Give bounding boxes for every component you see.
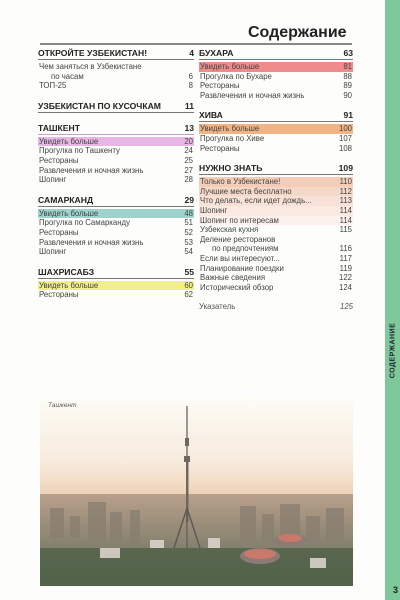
entry-page: 60 — [184, 280, 193, 290]
entry-page: 20 — [184, 136, 193, 146]
section-title: ШАХРИСАБЗ — [38, 266, 95, 277]
toc-entry — [38, 209, 194, 219]
section-heading — [38, 48, 194, 60]
title-divider — [40, 43, 352, 45]
toc-entry — [38, 146, 194, 156]
entry-label: Только в Узбекистане! — [200, 177, 281, 187]
section-page: 91 — [343, 110, 353, 121]
entry-label: ТОП-25 — [39, 81, 67, 91]
toc-left-column — [38, 48, 194, 310]
toc-entry — [199, 134, 353, 144]
entry-page: 52 — [184, 227, 193, 237]
toc-entry — [199, 124, 353, 134]
section-heading — [199, 163, 353, 175]
toc-section — [199, 110, 353, 153]
toc-section — [199, 163, 353, 292]
page-title: Содержание — [248, 24, 347, 41]
tashkent-tv-tower-photo — [40, 398, 353, 586]
toc-entry — [38, 238, 194, 248]
entry-page: 114 — [339, 205, 352, 215]
entry-page: 117 — [339, 253, 352, 263]
entry-page: 122 — [338, 273, 352, 283]
section-heading — [38, 123, 194, 135]
index-page: 125 — [339, 302, 353, 312]
entry-label: Планирование поездки — [200, 263, 284, 273]
entry-label: Рестораны — [200, 81, 240, 91]
entry-label: Деление ресторанов — [200, 234, 276, 244]
section-page: 55 — [184, 266, 194, 277]
toc-section — [38, 101, 194, 113]
section-heading — [38, 195, 194, 207]
entry-label: Прогулка по Ташкенту — [39, 146, 120, 156]
entry-label: Узбекская кухня — [200, 225, 259, 235]
entry-label: Исторический обзор — [200, 282, 274, 292]
entry-page: 53 — [184, 237, 193, 247]
entry-page: 81 — [343, 62, 352, 71]
entry-label: Прогулка по Хиве — [200, 133, 265, 143]
toc-entry — [199, 273, 353, 283]
toc-section — [38, 267, 194, 300]
toc-entry — [38, 72, 194, 82]
toc-entry — [38, 281, 194, 291]
toc-entry — [38, 62, 194, 72]
index-entry — [199, 302, 353, 311]
entry-label: Рестораны — [39, 155, 79, 165]
entry-page: 119 — [339, 263, 352, 273]
index-label: Указатель — [199, 302, 236, 312]
toc-entry — [38, 166, 194, 176]
toc-section — [38, 195, 194, 257]
toc-entry — [38, 81, 194, 91]
entry-label: Увидеть больше — [200, 62, 260, 71]
toc-right-column — [199, 48, 353, 311]
entry-label: Увидеть больше — [39, 280, 99, 290]
entry-label: Шопинг — [39, 175, 67, 185]
entry-label: Развлечения и ночная жизнь — [39, 237, 144, 247]
section-title: БУХАРА — [199, 48, 234, 58]
entry-page: 48 — [184, 208, 193, 218]
entry-page: 107 — [338, 133, 352, 143]
entry-page: 108 — [338, 143, 352, 153]
section-title: САМАРКАНД — [38, 194, 94, 205]
entry-page: 54 — [184, 247, 193, 257]
photo-caption: Ташкент — [48, 402, 77, 409]
entry-page: 8 — [188, 81, 193, 91]
toc-entry — [38, 156, 194, 166]
section-page: 109 — [338, 163, 353, 174]
entry-label: Увидеть больше — [39, 208, 99, 218]
toc-entry — [199, 244, 353, 254]
city-skyline-image — [40, 398, 353, 586]
toc-entry — [38, 218, 194, 228]
entry-page: 25 — [184, 155, 193, 165]
toc-entry — [199, 196, 353, 206]
section-title: ТАШКЕНТ — [38, 122, 80, 133]
entry-page: 110 — [339, 177, 352, 187]
toc-entry — [199, 91, 353, 101]
toc-section — [38, 123, 194, 185]
toc-entry — [199, 254, 353, 264]
entry-label: Развлечения и ночная жизнь — [39, 165, 144, 175]
toc-entry — [38, 247, 194, 257]
entry-page: 90 — [343, 90, 352, 100]
toc-entry — [199, 225, 353, 235]
toc-entry — [199, 62, 353, 72]
toc-entry — [199, 81, 353, 91]
section-page: 63 — [343, 48, 353, 58]
toc-entry — [199, 283, 353, 293]
entry-page: 28 — [184, 175, 193, 185]
entry-label: Что делать, если идет дождь... — [200, 196, 312, 206]
entry-label: Увидеть больше — [39, 136, 99, 146]
entry-page: 100 — [338, 124, 352, 134]
toc-entry — [38, 290, 194, 300]
entry-label: по часам — [51, 71, 84, 81]
entry-page: 62 — [184, 290, 193, 300]
entry-label: Шопинг по интересам — [200, 215, 279, 225]
page-number: 3 — [392, 585, 398, 595]
entry-page: 51 — [184, 218, 193, 228]
section-heading — [38, 101, 194, 113]
entry-page: 27 — [184, 165, 193, 175]
entry-page: 6 — [188, 71, 193, 81]
entry-page: 89 — [343, 81, 352, 91]
entry-label: Шопинг — [39, 247, 67, 257]
section-heading — [38, 267, 194, 279]
toc-entry — [38, 137, 194, 147]
toc-entry — [199, 216, 353, 226]
entry-page: 112 — [339, 186, 352, 196]
toc-entry — [199, 206, 353, 216]
toc-entry — [199, 235, 353, 245]
entry-label: Развлечения и ночная жизнь — [200, 90, 305, 100]
entry-label: Увидеть больше — [200, 124, 260, 134]
entry-label: Рестораны — [39, 290, 79, 300]
toc-section — [199, 48, 353, 100]
section-title: НУЖНО ЗНАТЬ — [199, 163, 263, 174]
toc-section — [38, 48, 194, 91]
entry-label: Чем заняться в Узбекистане — [39, 62, 142, 71]
toc-entry — [199, 72, 353, 82]
entry-label: Шопинг — [200, 205, 228, 215]
entry-label: Если вы интересуют... — [200, 253, 280, 263]
entry-label: по предпочтениям — [212, 244, 279, 254]
entry-label: Важные сведения — [200, 273, 266, 283]
entry-label: Рестораны — [39, 227, 79, 237]
toc-entry — [199, 187, 353, 197]
toc-entry — [199, 177, 353, 187]
entry-page: 114 — [339, 215, 352, 225]
section-page: 11 — [184, 100, 194, 111]
entry-page: 124 — [338, 282, 352, 292]
toc-entry — [38, 228, 194, 238]
toc-entry — [38, 175, 194, 185]
section-heading — [199, 110, 353, 122]
toc-entry — [199, 264, 353, 274]
section-title: ОТКРОЙТЕ УЗБЕКИСТАН! — [38, 48, 148, 58]
toc-entry — [199, 144, 353, 154]
entry-page: 116 — [339, 244, 352, 254]
entry-label: Прогулка по Бухаре — [200, 71, 272, 81]
entry-page: 88 — [343, 71, 352, 81]
section-heading — [199, 48, 353, 60]
section-title: УЗБЕКИСТАН ПО КУСОЧКАМ — [38, 100, 161, 111]
side-tab-label: СОДЕРЖАНИЕ — [389, 322, 397, 378]
entry-page: 115 — [339, 225, 352, 235]
section-page: 29 — [184, 194, 194, 205]
section-page: 4 — [189, 48, 194, 58]
entry-label: Рестораны — [200, 143, 240, 153]
entry-page: 24 — [184, 146, 193, 156]
entry-page: 113 — [339, 196, 352, 206]
section-page: 13 — [184, 122, 194, 133]
entry-label: Лучшие места бесплатно — [200, 186, 292, 196]
entry-label: Прогулка по Самарканду — [39, 218, 130, 228]
section-title: ХИВА — [199, 110, 223, 121]
